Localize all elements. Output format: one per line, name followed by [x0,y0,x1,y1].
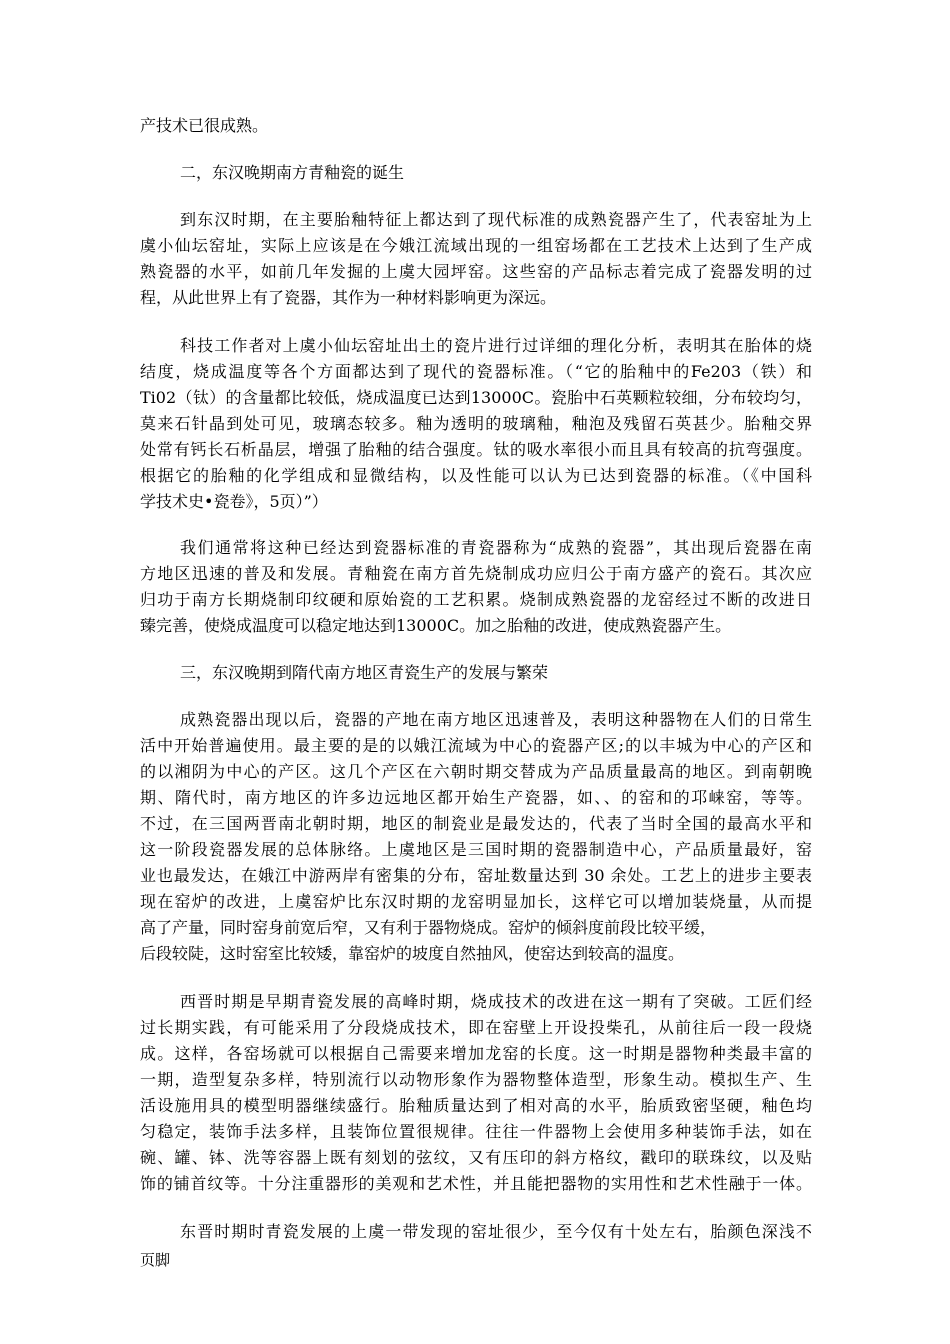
text-line: 匀稳定，装饰手法多样，且装饰位置很规律。往往一件器物上会使用多种装饰手法，如在 [140,1122,812,1141]
text-line: 科技工作者对上虞小仙坛窑址出土的瓷片进行过详细的理化分析，表明其在胎体的烧 [180,336,812,355]
text-line: 现在窑炉的改进，上虞窑炉比东汉时期的龙窑明显加长，这样它可以增加装烧量，从而提 [140,892,812,911]
text-line: 程，从此世界上有了瓷器，其作为一种材料影响更为深远。 [140,288,557,307]
text-line: 莫来石针晶到处可见，玻璃态较多。釉为透明的玻璃釉，釉泡及残留石英甚少。胎釉交界 [140,414,812,433]
text-line: 的以湘阴为中心的产区。这几个产区在六朝时期交替成为产品质量最高的地区。到南朝晚 [140,762,812,781]
text-line: 业也最发达，在娥江中游两岸有密集的分布，窑址数量达到 30 余处。工艺上的进步主要表 [140,866,812,885]
text-line: 一期，造型复杂多样，特别流行以动物形象作为器物整体造型，形象生动。模拟生产、生 [140,1070,812,1089]
text-line: 方地区迅速的普及和发展。青釉瓷在南方首先烧制成功应归公于南方盛产的瓷石。其次应 [140,564,812,583]
text-line: 不过，在三国两晋南北朝时期，地区的制瓷业是最发达的，代表了当时全国的最高水平和 [140,814,812,833]
text-line: 高了产量，同时窑身前宽后窄，又有利于器物烧成。窑炉的倾斜度前段比较平缓， [140,918,717,937]
text-line: 学技术史•瓷卷》，5页）”） [140,492,328,511]
text-line: 活中开始普遍使用。最主要的是的以娥江流域为中心的瓷器产区;的以丰城为中心的产区和 [140,736,812,755]
text-line: 活设施用具的模型明器继续盛行。胎釉质量达到了相对高的水平，胎质致密坚硬，釉色均 [140,1096,812,1115]
text-line: 饰的铺首纹等。十分注重器形的美观和艺术性，并且能把器物的实用性和艺术性融于一体。 [140,1174,812,1193]
text-line: 碗、罐、钵、洗等容器上既有刻划的弦纹，又有压印的斜方格纹，戳印的联珠纹，以及贴 [140,1148,812,1167]
section-heading: 三，东汉晚期到隋代南方地区青瓷生产的发展与繁荣 [180,663,549,682]
text-line: 根据它的胎釉的化学组成和显微结构，以及性能可以认为已达到瓷器的标准。（《中国科 [140,466,812,485]
text-line: 处常有钙长石析晶层，增强了胎釉的结合强度。钛的吸水率很小而且具有较高的抗弯强度。 [140,440,812,459]
text-line: 成熟瓷器出现以后，瓷器的产地在南方地区迅速普及，表明这种器物在人们的日常生 [180,710,812,729]
text-line: 到东汉时期，在主要胎釉特征上都达到了现代标准的成熟瓷器产生了，代表窑址为上 [180,210,812,229]
text-line: 后段较陡，这时窑室比较矮，靠窑炉的坡度自然抽风，使窑达到较高的温度。 [140,944,685,963]
text-line: 臻完善，使烧成温度可以稳定地达到13000C。加之胎釉的改进，使成熟瓷器产生。 [140,616,732,635]
text-line: 这一阶段瓷器发展的总体脉络。上虞地区是三国时期的瓷器制造中心，产品质量最好，窑 [140,840,812,859]
text-line: 西晋时期是早期青瓷发展的高峰时期，烧成技术的改进在这一期有了突破。工匠们经 [180,992,812,1011]
text-line: 归功于南方长期烧制印纹硬和原始瓷的工艺积累。烧制成熟瓷器的龙窑经过不断的改进日 [140,590,812,609]
text-line: 结度，烧成温度等各个方面都达到了现代的瓷器标准。（“它的胎釉中的Fe203（铁）和 [140,362,812,381]
text-line: 成。这样，各窑场就可以根据自己需要来增加龙窑的长度。这一时期是器物种类最丰富的 [140,1044,812,1063]
text-line: 过长期实践，有可能采用了分段烧成技术，即在窑壁上开设投柴孔，从前往后一段一段烧 [140,1018,812,1037]
text-line: Ti02（钛）的含量都比较低，烧成温度已达到13000C。瓷胎中石英颗粒较细，分布较均匀， [140,388,812,407]
text-line: 产技术已很成熟。 [140,116,269,135]
text-line: 熟瓷器的水平，如前几年发掘的上虞大园坪窑。这些窑的产品标志着完成了瓷器发明的过 [140,262,812,281]
page-footer: 页脚 [140,1251,171,1269]
text-line: 东晋时期时青瓷发展的上虞一带发现的窑址很少，至今仅有十处左右，胎颜色深浅不 [180,1222,812,1241]
text-line: 期、隋代时，南方地区的许多边远地区都开始生产瓷器，如、、的窑和的邛崃窑，等等。 [140,788,812,807]
section-heading: 二，东汉晚期南方青釉瓷的诞生 [180,163,405,182]
text-line: 我们通常将这种已经达到瓷器标准的青瓷器称为“成熟的瓷器”，其出现后瓷器在南 [180,538,812,557]
text-line: 虞小仙坛窑址，实际上应该是在今娥江流域出现的一组窑场都在工艺技术上达到了生产成 [140,236,812,255]
